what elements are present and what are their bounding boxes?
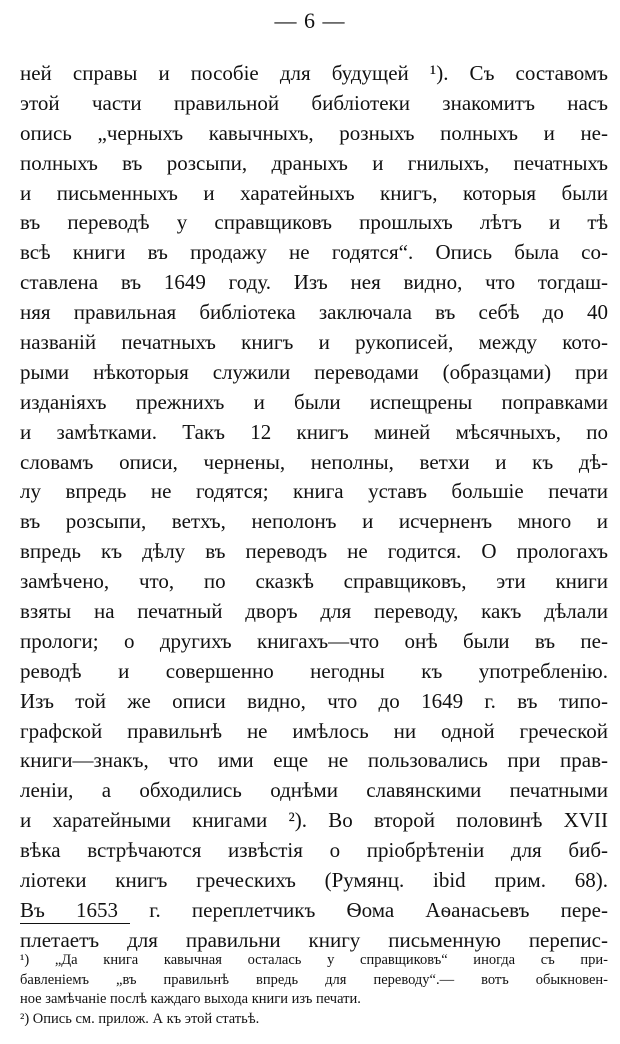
text-line: въ розсыпи, ветхъ, неполонъ и исчерненъ много и	[20, 509, 608, 534]
text-line: леніи, а обходились однѣми славянскими печатными	[20, 778, 608, 803]
text-line: няя правильная библіотека заключала въ себѣ до 40	[20, 300, 608, 325]
text-line: книги—знакъ, что ими еще не пользовались при прав-	[20, 748, 608, 773]
text-line: словамъ описи, чернены, неполны, ветхи и къ дѣ-	[20, 449, 608, 474]
body-text	[20, 59, 608, 956]
text-line: впредь къ дѣлу въ переводъ не годится. О прологахъ	[20, 539, 608, 564]
text-line: прологи; о другихъ книгахъ—что онѣ были въ пе-	[20, 628, 608, 653]
text-line: графской правильнѣ не имѣлось ни одной греческой	[20, 718, 608, 743]
text-line: лу впредь не годятся; книга уставъ большіе печати	[20, 479, 608, 504]
footnote-line: ное замѣчаніе послѣ каждаго выхода книги изъ печати.	[20, 991, 361, 1007]
text-line: ліотеки книгъ греческихъ (Румянц. ibid прим. 68).	[20, 868, 608, 893]
page-number: — 6 —	[274, 8, 346, 33]
text-line: и письменныхъ и харатейныхъ книгъ, которыя были	[20, 180, 608, 205]
text-line: и харатейными книгами ²). Во второй половинѣ XVII	[20, 808, 608, 833]
text-line: Изъ той же описи видно, что до 1649 г. въ типо-	[20, 688, 608, 713]
text-line: ней справы и пособіе для будущей ¹). Съ составомъ	[20, 61, 608, 85]
text-line: изданіяхъ прежнихъ и были испещрены поправками	[20, 389, 608, 414]
text-line: плетаетъ для правильни книгу письменную перепис-	[20, 927, 608, 952]
footnote-line: бавленіемъ „въ правильнѣ впредь для переводу“.— вотъ обыкновен-	[20, 971, 608, 988]
footnote-separator	[20, 923, 130, 924]
text-line: опись „черныхъ кавычныхъ, розныхъ полныхъ и не-	[20, 120, 608, 145]
text-line: всѣ книги въ продажу не годятся“. Опись была со-	[20, 240, 608, 265]
footnote-line: ¹) „Да книга кавычная осталась у справщиковъ“ иногда съ при-	[20, 952, 608, 968]
text-line: Въ 1653 г. переплетчикъ Ѳома Аѳанасьевъ пере-	[20, 897, 608, 922]
footnotes	[20, 951, 608, 1029]
text-line: въ переводѣ у справщиковъ прошлыхъ лѣтъ и тѣ	[20, 210, 608, 235]
footnote-line: ²) Опись см. прилож. А къ этой статьѣ.	[20, 1010, 260, 1027]
text-line: ставлена въ 1649 году. Изъ нея видно, что тогдаш-	[20, 270, 608, 295]
text-line: реводѣ и совершенно негодны къ употребленію.	[20, 658, 608, 683]
text-line: рыми нѣкоторыя служили переводами (образцами) при	[20, 359, 608, 384]
text-line: и замѣтками. Такъ 12 книгъ миней мѣсячныхъ, по	[20, 419, 608, 444]
text-line: вѣка встрѣчаются извѣстія о пріобрѣтеніи для биб-	[20, 838, 608, 863]
text-line: полныхъ въ розсыпи, драныхъ и гнилыхъ, печатныхъ	[20, 150, 608, 175]
text-line: этой части правильной библіотеки знакомитъ насъ	[20, 90, 608, 115]
text-line: взяты на печатный дворъ для переводу, какъ дѣлали	[20, 599, 608, 624]
text-line: замѣчено, что, по сказкѣ справщиковъ, эти книги	[20, 569, 608, 594]
text-line: названій печатныхъ книгъ и рукописей, между кото-	[20, 330, 608, 355]
